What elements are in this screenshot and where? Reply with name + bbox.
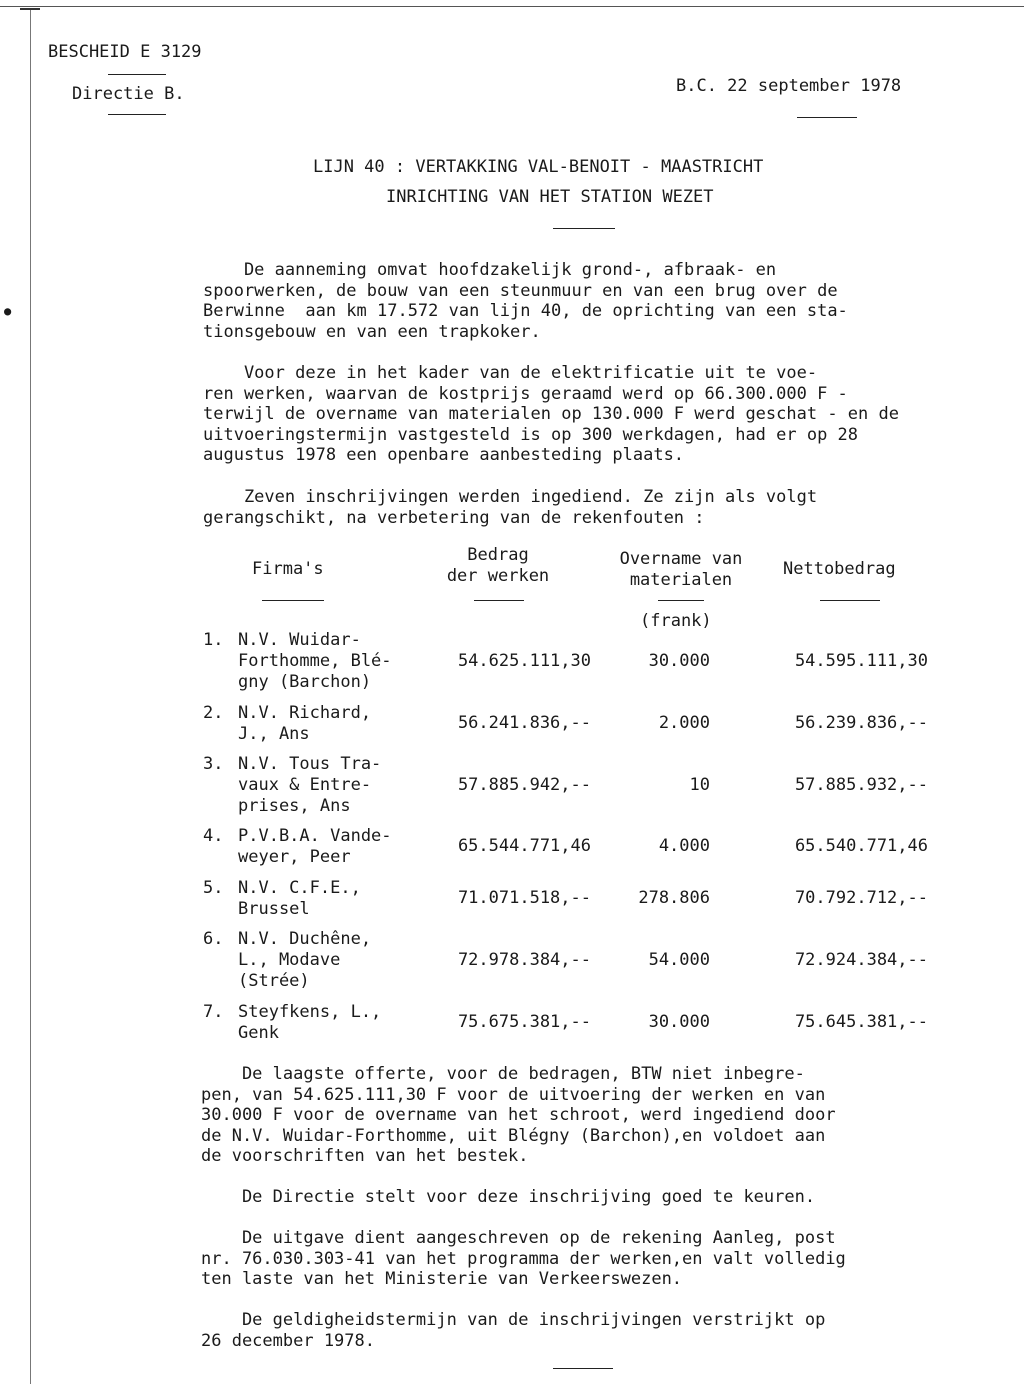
column-header-firma: Firma's [252,559,324,579]
row-netto: 65.540.771,46 [794,836,928,856]
row-bedrag: 75.675.381,-- [457,1012,591,1032]
row-netto: 54.595.111,30 [794,651,928,671]
row-firm: N.V. Duchêne, L., Modave (Strée) [238,929,372,991]
left-margin-line [30,8,31,1384]
date-rule [797,117,857,118]
row-overname: 2.000 [658,713,710,733]
row-bedrag: 57.885.942,-- [457,775,591,795]
paragraph-lowest-offer: De laagste offerte, voor de bedragen, BTW niet inbegre- pen, van 54.625.111,30 F voor de uitvoering der werken en van 30.000 F voor de overname van het schroot, werd ingediend door de N.V. Wuidar-Forthomme, uit Blégny (Barchon),en voldoet aan de voorschriften van het bestek. [201,1064,836,1166]
row-netto: 72.924.384,-- [794,950,928,970]
paragraph-tender: Voor deze in het kader van de elektrificatie uit te voe- ren werken, waarvan de kostprijs geraamd werd op 66.300.000 F - terwijl de overname van materialen op 130.000 F werd geschat - en de uitvoeringstermijn vastgesteld is op 300 werkdagen, had er op 28 augustus 1978 een openbare aanbesteding plaats. [203,363,899,465]
department: Directie B. [72,84,185,104]
title-rule [553,228,615,229]
top-edge-line [0,6,1024,7]
row-overname: 30.000 [648,1012,710,1032]
document-date: B.C. 22 september 1978 [676,76,902,96]
column-rule [658,600,704,601]
row-firm: P.V.B.A. Vande- weyer, Peer [238,826,392,867]
row-number: 2. [203,703,224,723]
row-netto: 70.792.712,-- [794,888,928,908]
column-rule [262,600,324,601]
row-number: 4. [203,826,224,846]
header-rule [108,114,166,115]
paragraph-validity: De geldigheidstermijn van de inschrijvingen verstrijkt op 26 december 1978. [201,1310,826,1351]
paragraph-scope: De aanneming omvat hoofdzakelijk grond-, afbraak- en spoorwerken, de bouw van een steunmuur en van een brug over de Berwinne aan km 17.572 van lijn 40, de oprichting van een sta- tionsgebouw en van een trapkoker. [203,260,848,342]
row-overname: 30.000 [648,651,710,671]
header-rule [108,74,166,75]
row-firm: N.V. Richard, J., Ans [238,703,372,744]
title-line-2: INRICHTING VAN HET STATION WEZET [386,187,714,207]
row-number: 1. [203,630,224,650]
row-number: 6. [203,929,224,949]
row-overname: 54.000 [648,950,710,970]
row-overname: 278.806 [638,888,710,908]
row-bedrag: 71.071.518,-- [457,888,591,908]
row-bedrag: 72.978.384,-- [457,950,591,970]
column-header-netto: Nettobedrag [783,559,896,579]
column-header-overname: Overname van materialen [619,549,743,590]
row-netto: 56.239.836,-- [794,713,928,733]
row-bedrag: 54.625.111,30 [457,651,591,671]
row-overname: 4.000 [658,836,710,856]
row-number: 3. [203,754,224,774]
column-rule [820,600,880,601]
row-firm: N.V. Tous Tra- vaux & Entre- prises, Ans [238,754,382,816]
margin-dot-icon: ● [4,304,12,318]
paragraph-ranking: Zeven inschrijvingen werden ingediend. Ze zijn als volgt gerangschikt, na verbetering van de rekenfouten : [203,487,818,528]
row-overname: 10 [689,775,710,795]
corner-mark [20,8,40,10]
row-bedrag: 65.544.771,46 [457,836,591,856]
row-number: 7. [203,1002,224,1022]
row-firm: Steyfkens, L., Genk [238,1002,382,1043]
row-number: 5. [203,878,224,898]
column-rule [474,600,524,601]
column-header-bedrag: Bedrag der werken [446,545,550,586]
reference-number: BESCHEID E 3129 [48,42,202,62]
paragraph-expenditure: De uitgave dient aangeschreven op de rekening Aanleg, post nr. 76.030.303-41 van het programma der werken,en valt volledig ten laste van het Ministerie van Verkeerswezen. [201,1228,846,1289]
row-netto: 57.885.932,-- [794,775,928,795]
closing-rule [553,1368,613,1369]
paragraph-proposal: De Directie stelt voor deze inschrijving goed te keuren. [201,1187,816,1207]
title-line-1: LIJN 40 : VERTAKKING VAL-BENOIT - MAASTRICHT [313,157,764,177]
unit-label: (frank) [640,611,712,631]
row-bedrag: 56.241.836,-- [457,713,591,733]
row-netto: 75.645.381,-- [794,1012,928,1032]
row-firm: N.V. Wuidar- Forthomme, Blé- gny (Barchon) [238,630,392,692]
row-firm: N.V. C.F.E., Brussel [238,878,361,919]
